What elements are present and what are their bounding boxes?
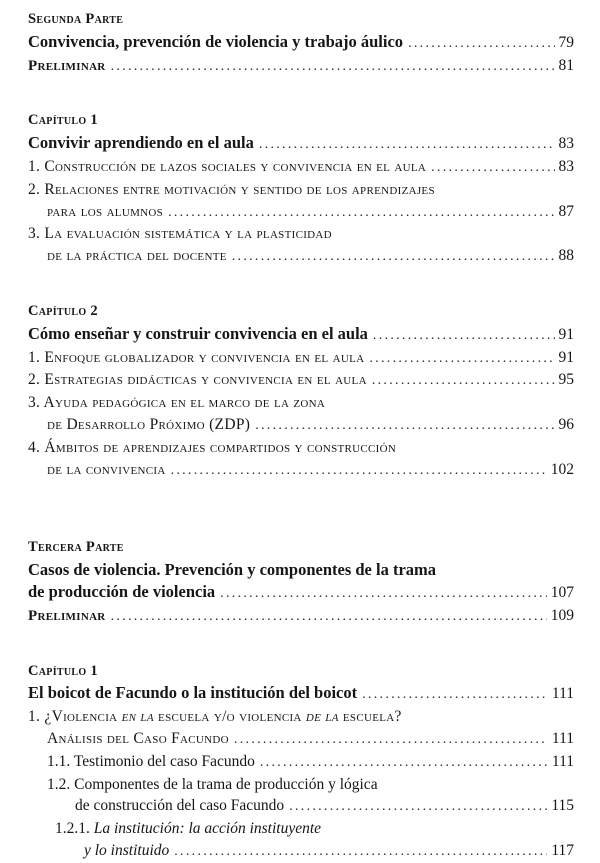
page-number: 111: [551, 685, 574, 703]
toc-entry: [28, 706, 574, 728]
dot-leader: [362, 684, 548, 706]
part-section: [28, 537, 574, 627]
dot-leader: [220, 583, 547, 605]
entry-text: [28, 369, 367, 391]
dot-leader: [174, 841, 547, 863]
text-segment: 2. Estrategias didácticas y convivencia en el aula: [28, 371, 367, 389]
text-segment: de la convivencia: [47, 460, 166, 478]
toc-entry: [28, 110, 574, 132]
entry-text: [75, 795, 284, 817]
text-segment: Casos de violencia. Prevención y componentes de la trama: [28, 560, 437, 580]
dot-leader: [255, 415, 554, 437]
dot-leader: [260, 752, 548, 774]
text-segment: 1.2.1.: [55, 820, 94, 838]
entry-text: [28, 581, 215, 603]
entry-text: [47, 201, 163, 223]
entry-text: [28, 156, 426, 178]
text-segment: Capítulo 1: [28, 112, 98, 129]
text-segment: de la: [305, 708, 339, 726]
text-segment: Análisis del Caso Facundo: [47, 729, 229, 747]
page-number: 87: [558, 202, 574, 220]
text-segment: 1. Construcción de lazos sociales y convivencia en el aula: [28, 157, 427, 175]
dot-leader: [408, 33, 554, 55]
text-segment: en la: [121, 708, 154, 726]
text-segment: para los alumnos: [47, 202, 164, 220]
entry-text: [28, 437, 396, 459]
toc-entry: [28, 132, 574, 156]
text-segment: Capítulo 2: [28, 302, 98, 319]
entry-text: [28, 661, 98, 683]
dot-leader: [289, 796, 547, 818]
page-number: 81: [558, 56, 574, 74]
page-number: 111: [551, 752, 574, 770]
entry-text: [47, 774, 378, 796]
text-segment: Capítulo 1: [28, 662, 98, 679]
toc-entry: [28, 437, 574, 459]
entry-text: [28, 392, 325, 414]
text-segment: de producción de violencia: [28, 581, 216, 601]
text-segment: 4. Ámbitos de aprendizajes compartidos y construcción: [28, 438, 397, 456]
entry-text: [28, 706, 402, 728]
text-segment: 1. Enfoque globalizador y convivencia en el aula: [28, 348, 365, 366]
page-number: 109: [550, 606, 574, 624]
text-segment: Preliminar: [28, 607, 106, 624]
toc-entry: [28, 179, 574, 201]
text-segment: de Desarrollo Próximo (ZDP): [47, 415, 251, 433]
page-number: 96: [558, 415, 574, 433]
page-number: 91: [558, 325, 574, 343]
toc-entry: [28, 581, 574, 605]
text-segment: 3. Ayuda pedagógica en el marco de la zona: [28, 394, 326, 412]
dot-leader: [431, 157, 554, 179]
entry-text: [28, 301, 98, 323]
dot-leader: [234, 729, 548, 751]
entry-text: [55, 818, 321, 840]
entry-text: [28, 682, 357, 704]
page-number: 95: [558, 371, 574, 389]
toc-entry: [28, 414, 574, 437]
toc-entry: [28, 661, 574, 683]
toc-content: [28, 9, 574, 863]
entry-text: [47, 245, 227, 267]
page-number: 79: [558, 33, 574, 51]
toc-entry: [28, 840, 574, 863]
entry-text: [28, 559, 436, 581]
toc-entry: [28, 537, 574, 559]
dot-leader: [168, 202, 554, 224]
dot-leader: [232, 246, 555, 268]
entry-text: [28, 537, 124, 559]
page-number: 107: [550, 583, 574, 601]
entry-text: [28, 223, 332, 245]
entry-text: [28, 323, 368, 345]
text-segment: escuela?: [338, 708, 402, 726]
entry-text: [28, 56, 106, 78]
toc-entry: [28, 223, 574, 245]
dot-leader: [259, 134, 555, 156]
entry-text: [28, 132, 254, 154]
text-segment: Preliminar: [28, 57, 106, 74]
part-section: [28, 9, 574, 77]
page-number: 117: [551, 841, 574, 859]
entry-text: [28, 31, 403, 53]
toc-entry: [28, 201, 574, 224]
toc-entry: [28, 392, 574, 414]
toc-entry: [28, 682, 574, 706]
dot-leader: [369, 348, 554, 370]
toc-entry: [28, 559, 574, 581]
toc-entry: [28, 795, 574, 818]
page-number: 91: [558, 348, 574, 366]
toc-entry: [28, 31, 574, 55]
toc-entry: [28, 323, 574, 347]
text-segment: Tercera Parte: [28, 539, 124, 556]
entry-text: [47, 459, 166, 481]
entry-text: [47, 414, 250, 436]
text-segment: El boicot de Facundo o la institución del boicot: [28, 683, 358, 703]
text-segment: Convivencia, prevención de violencia y trabajo áulico: [28, 31, 404, 51]
page-number: 111: [551, 729, 574, 747]
toc-entry: [28, 728, 574, 751]
chapter-section: [28, 301, 574, 481]
toc-entry: [28, 301, 574, 323]
page-number: 83: [558, 157, 574, 175]
toc-entry: [28, 751, 574, 774]
text-segment: 1. ¿Violencia: [28, 708, 122, 726]
toc-entry: [28, 774, 574, 796]
page-number: 115: [551, 797, 574, 815]
toc-entry: [28, 156, 574, 179]
entry-text: [28, 347, 364, 369]
toc-entry: [28, 459, 574, 482]
text-segment: y lo instituido: [84, 841, 170, 859]
dot-leader: [111, 606, 547, 628]
text-segment: escuela y/o violencia: [153, 708, 306, 726]
text-segment: Segunda Parte: [28, 11, 124, 27]
dot-leader: [372, 370, 555, 392]
text-segment: 3. La evaluación sistemática y la plasticidad: [28, 225, 332, 243]
toc-entry: [28, 818, 574, 840]
entry-text: [28, 110, 98, 132]
page-number: 88: [558, 247, 574, 265]
chapter-section: [28, 661, 574, 863]
toc-entry: [28, 245, 574, 268]
entry-text: [28, 9, 123, 31]
toc-entry: [28, 369, 574, 392]
page-number: 83: [558, 135, 574, 153]
text-segment: 1.1. Testimonio del caso Facundo: [47, 752, 255, 770]
dot-leader: [171, 460, 547, 482]
toc-entry: [28, 9, 574, 31]
entry-text: [47, 728, 229, 750]
entry-text: [28, 606, 106, 628]
text-segment: Cómo enseñar y construir convivencia en el aula: [28, 323, 368, 343]
entry-text: [84, 840, 169, 862]
chapter-section: [28, 110, 574, 268]
entry-text: [47, 751, 255, 773]
toc-entry: [28, 605, 574, 628]
text-segment: 2. Relaciones entre motivación y sentido de los aprendizajes: [28, 180, 435, 198]
dot-leader: [373, 325, 555, 347]
text-segment: 1.2. Componentes de la trama de producción y lógica: [47, 775, 378, 793]
page-number: 102: [550, 460, 574, 478]
toc-entry: [28, 347, 574, 370]
text-segment: de la práctica del docente: [47, 247, 227, 265]
text-segment: de construcción del caso Facundo: [75, 797, 285, 815]
entry-text: [28, 179, 435, 201]
text-segment: Convivir aprendiendo en el aula: [28, 133, 254, 153]
text-segment: La institución: la acción instituyente: [93, 820, 322, 838]
toc-entry: [28, 55, 574, 78]
dot-leader: [111, 56, 555, 78]
